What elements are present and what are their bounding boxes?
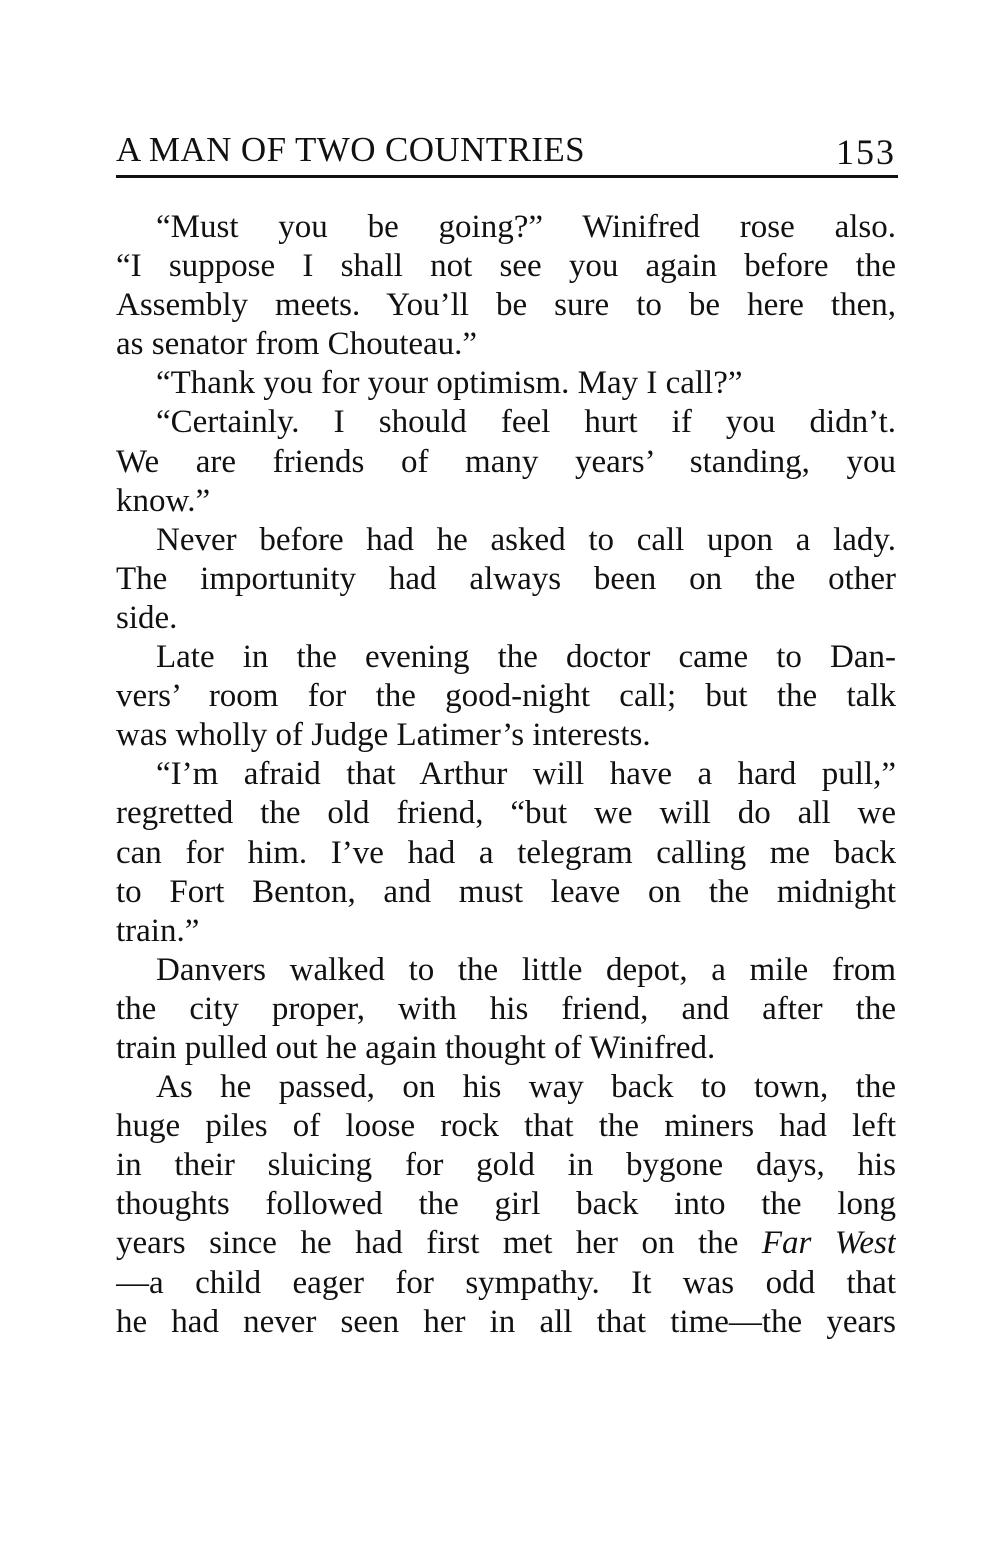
text-line: —a child eager for sympathy. It was odd that [116,1264,896,1301]
text-fragment: years since he had first met her on the [116,1225,739,1262]
text-line: as senator from Chouteau.” [116,326,478,363]
text-line: train pulled out he again thought of Winifred. [116,1029,716,1066]
page-number: 153 [836,132,896,172]
text-line: was wholly of Judge Latimer’s interests. [116,717,651,754]
text-line: “I suppose I shall not see you again before the [116,248,896,285]
text-line-with-italic [116,1224,896,1263]
text-line: side. [116,599,178,636]
text-line: Never before had he asked to call upon a lady. [156,521,896,558]
text-line: As he passed, on his way back to town, the [156,1069,896,1106]
text-line: regretted the old friend, “but we will do all we [116,795,896,832]
text-line: in their sluicing for gold in bygone days, his [116,1147,896,1184]
text-line: Late in the evening the doctor came to Dan- [156,639,896,676]
text-line: The importunity had always been on the other [116,560,896,597]
text-line: “Must you be going?” Winifred rose also. [156,209,896,245]
text-line: We are friends of many years’ standing, you [116,443,896,480]
text-line: “I’m afraid that Arthur will have a hard pull,” [156,756,896,793]
text-line: “Certainly. I should feel hurt if you didn’t. [156,404,896,441]
text-line: Assembly meets. You’ll be sure to be here then, [116,287,896,324]
text-line: he had never seen her in all that time—the years [116,1303,896,1340]
text-line: huge piles of loose rock that the miners had left [116,1108,896,1145]
running-head [116,128,896,172]
body-text [116,208,896,1342]
text-line: the city proper, with his friend, and after the [116,990,896,1027]
text-line: know.” [116,482,211,519]
header-rule [116,175,898,178]
text-line: can for him. I’ve had a telegram calling me back [116,834,896,871]
text-line: thoughts followed the girl back into the long [116,1186,896,1223]
text-line: train.” [116,912,200,949]
text-line: Danvers walked to the little depot, a mile from [156,951,896,988]
italic-ship-name: Far West [761,1225,896,1262]
text-line: “Thank you for your optimism. May I call?” [156,365,743,402]
running-title: A MAN OF TWO COUNTRIES [116,130,586,169]
text-line: vers’ room for the good-night call; but the talk [116,678,896,715]
text-line: to Fort Benton, and must leave on the midnight [116,873,896,910]
